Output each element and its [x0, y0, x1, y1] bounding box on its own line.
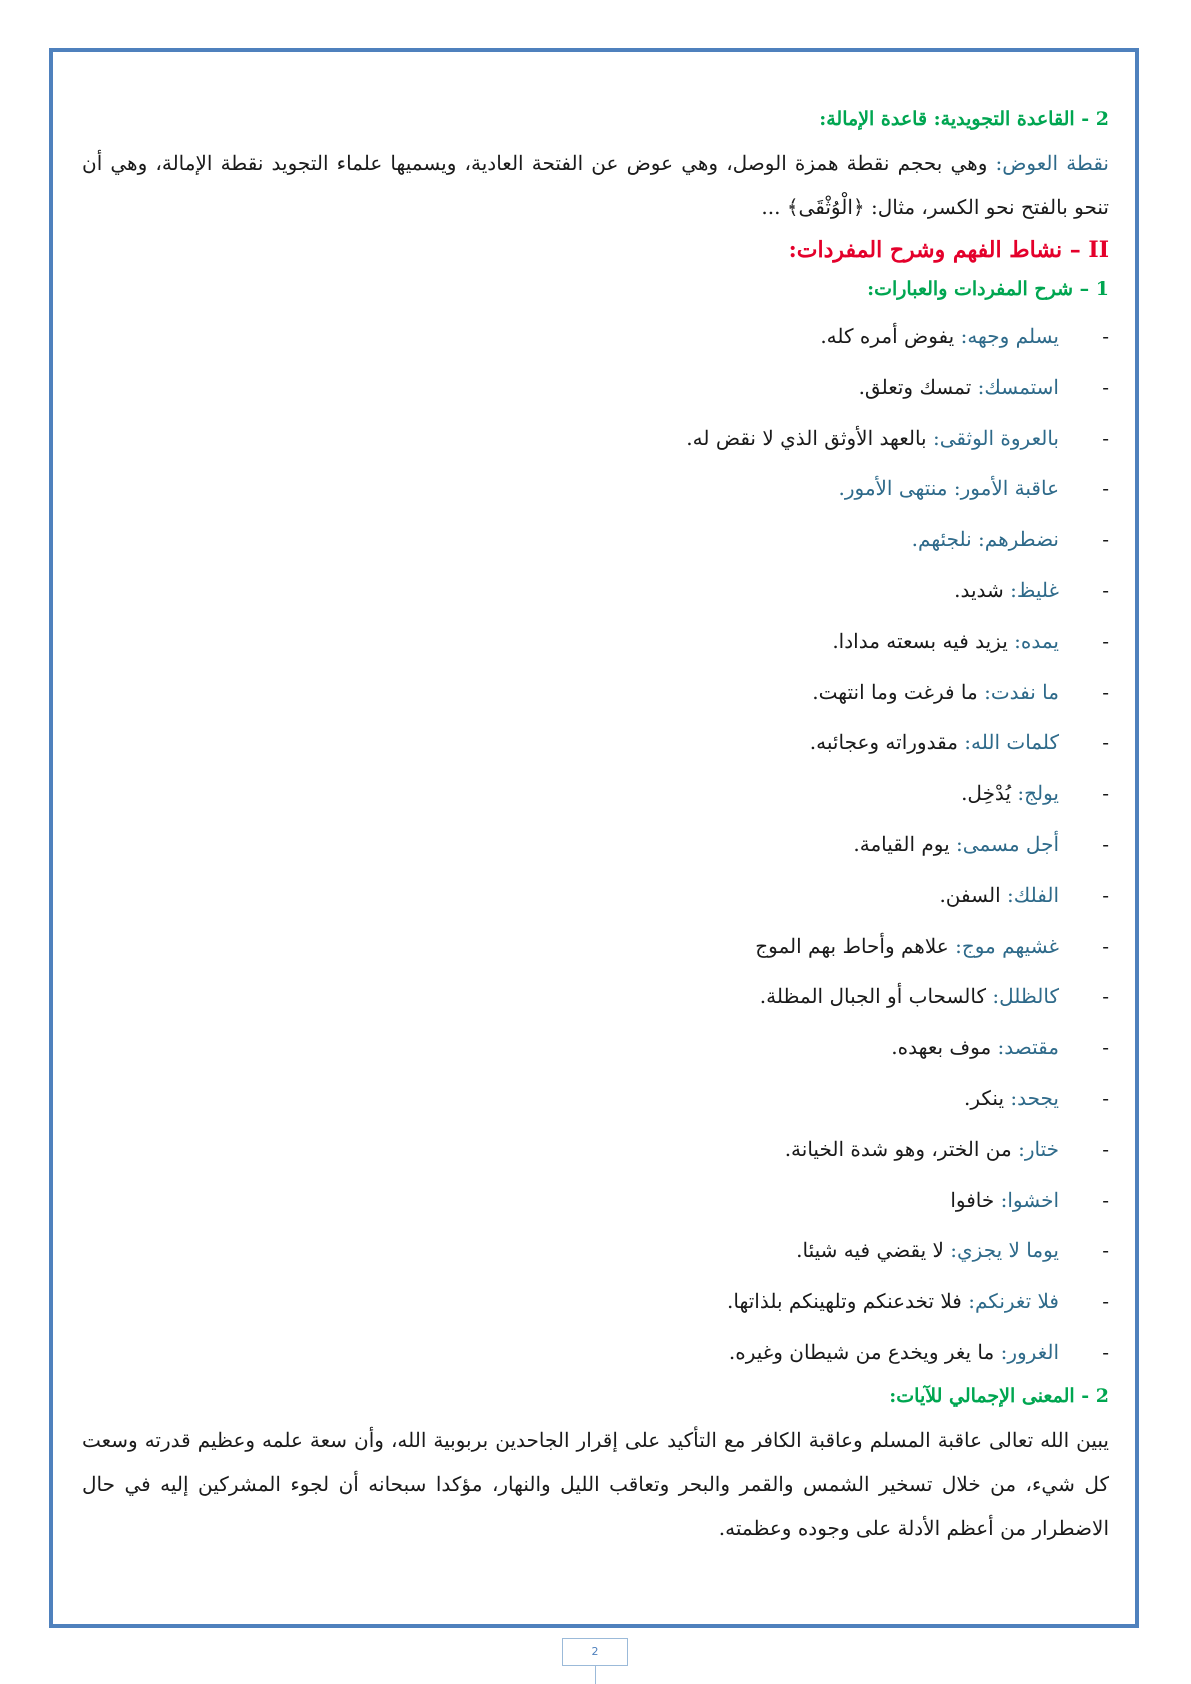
vocab-definition: ينكر. — [963, 1085, 1011, 1110]
vocab-term: يجحد: — [1010, 1085, 1059, 1110]
vocab-definition: كالسحاب أو الجبال المظلة. — [759, 984, 993, 1009]
vocab-bullet: - — [1102, 1187, 1109, 1212]
vocab-item — [82, 463, 1109, 514]
vocab-bullet: - — [1102, 476, 1109, 501]
vocab-list — [82, 311, 1109, 1378]
vocab-item — [82, 1175, 1109, 1226]
vocab-term: فلا تغرنكم: — [968, 1289, 1059, 1314]
vocab-bullet: - — [1102, 577, 1109, 602]
vocab-definition: موف بعهده. — [891, 1035, 998, 1060]
vocab-item — [82, 362, 1109, 413]
vocab-item — [82, 921, 1109, 972]
vocab-bullet: - — [1102, 1085, 1109, 1110]
vocab-bullet: - — [1102, 527, 1109, 552]
page-content — [82, 105, 1109, 1550]
vocab-definition: يزيد فيه بسعته مدادا. — [832, 628, 1015, 653]
page-number: 2 — [562, 1638, 628, 1666]
vocab-bullet: - — [1102, 831, 1109, 856]
vocab-item — [82, 1225, 1109, 1276]
vocab-item — [82, 514, 1109, 565]
vocab-definition: منتهى الأمور. — [838, 476, 954, 501]
vocab-definition: يُدْخِل. — [961, 781, 1018, 806]
vocab-term: يسلم وجهه: — [960, 324, 1059, 348]
vocab-definition: شديد. — [954, 577, 1011, 602]
vocab-definition: لا يقضي فيه شيئا. — [796, 1238, 951, 1263]
vocab-item — [82, 1327, 1109, 1378]
vocab-term: ختار: — [1018, 1136, 1059, 1161]
tajweed-term: نقطة العوض: — [995, 151, 1110, 175]
vocab-item — [82, 870, 1109, 921]
vocab-definition: نلجئهم. — [911, 527, 979, 552]
vocab-item — [82, 717, 1109, 768]
tajweed-heading: 2 - القاعدة التجويدية: قاعدة الإمالة: — [819, 108, 1109, 130]
vocab-term: غليظ: — [1010, 577, 1059, 602]
page-number-line — [595, 1666, 596, 1684]
vocab-item — [82, 1276, 1109, 1327]
vocab-bullet: - — [1102, 1238, 1109, 1263]
vocab-term: اخشوا: — [1000, 1187, 1059, 1212]
vocab-bullet: - — [1102, 1289, 1109, 1314]
vocab-bullet: - — [1102, 1339, 1109, 1364]
vocab-definition: علاهم وأحاط بهم الموج — [755, 933, 956, 958]
vocab-bullet: - — [1102, 984, 1109, 1009]
vocab-definition: ما فرغت وما انتهت. — [812, 679, 985, 704]
vocab-definition: بالعهد الأوثق الذي لا نقض له. — [686, 425, 933, 450]
vocab-bullet: - — [1102, 425, 1109, 450]
vocab-item — [82, 311, 1109, 362]
vocab-item — [82, 971, 1109, 1022]
tajweed-paragraph — [82, 141, 1109, 229]
vocab-definition: يوم القيامة. — [853, 831, 957, 856]
vocab-term: يوما لا يجزي: — [950, 1238, 1059, 1263]
activity-heading: II – نشاط الفهم وشرح المفردات: — [788, 237, 1109, 263]
vocab-subheading: 1 – شرح المفردات والعبارات: — [867, 278, 1109, 300]
vocab-item — [82, 1073, 1109, 1124]
vocab-bullet: - — [1102, 933, 1109, 958]
vocab-item — [82, 667, 1109, 718]
vocab-item — [82, 819, 1109, 870]
vocab-term: يمده: — [1014, 628, 1059, 653]
vocab-bullet: - — [1102, 324, 1109, 348]
vocab-bullet: - — [1102, 628, 1109, 653]
vocab-definition: خافوا — [950, 1187, 1001, 1212]
vocab-term: الغرور: — [1000, 1339, 1059, 1364]
vocab-definition: ما يغر ويخدع من شيطان وغيره. — [728, 1339, 1001, 1364]
vocab-bullet: - — [1102, 1136, 1109, 1161]
vocab-term: يولج: — [1017, 781, 1059, 806]
vocab-term: أجل مسمى: — [956, 831, 1059, 856]
tajweed-text: وهي بحجم نقطة همزة الوصل، وهي عوض عن الفتحة العادية، ويسميها علماء التجويد نقطة الإمالة، وهي أن تنحو بالفتح نحو الكسر، مثال: ﴿الْوُثْقَى﴾ ... — [82, 151, 1109, 219]
vocab-bullet: - — [1102, 882, 1109, 907]
vocab-term: نضطرهم: — [978, 527, 1059, 552]
vocab-bullet: - — [1102, 781, 1109, 806]
vocab-item — [82, 1022, 1109, 1073]
vocab-term: غشيهم موج: — [955, 933, 1059, 958]
vocab-definition: تمسك وتعلق. — [858, 374, 978, 399]
vocab-item — [82, 768, 1109, 819]
vocab-definition: من الختر، وهو شدة الخيانة. — [784, 1136, 1019, 1161]
vocab-term: كلمات الله: — [964, 730, 1059, 755]
vocab-term: الفلك: — [1007, 882, 1059, 907]
vocab-term: مقتصد: — [997, 1035, 1059, 1060]
vocab-term: ما نفدت: — [984, 679, 1059, 704]
vocab-definition: مقدوراته وعجائبه. — [809, 730, 965, 755]
vocab-bullet: - — [1102, 679, 1109, 704]
vocab-bullet: - — [1102, 730, 1109, 755]
vocab-term: استمسك: — [977, 374, 1059, 399]
vocab-term: عاقبة الأمور: — [953, 476, 1059, 501]
vocab-term: بالعروة الوثقى: — [932, 425, 1059, 450]
vocab-item — [82, 616, 1109, 667]
vocab-bullet: - — [1102, 374, 1109, 399]
vocab-definition: يفوض أمره كله. — [820, 324, 961, 348]
vocab-item — [82, 413, 1109, 464]
vocab-item — [82, 1124, 1109, 1175]
meaning-paragraph: يبين الله تعالى عاقبة المسلم وعاقبة الكافر مع التأكيد على إقرار الجاحدين بربوبية الله، وأن سعة علمه وعظيم قدرته وسعت كل شيء، من خلال تسخير الشمس والقمر والبحر وتعاقب الليل والنهار، مؤكدا سبحانه أن لجوء المشركين إليه في حال الاضطرار من أعظم الأدلة على وجوده وعظمته. — [82, 1427, 1109, 1540]
vocab-term: كالظلل: — [992, 984, 1059, 1009]
vocab-bullet: - — [1102, 1035, 1109, 1060]
vocab-definition: السفن. — [939, 882, 1008, 907]
vocab-definition: فلا تخدعنكم وتلهينكم بلذاتها. — [727, 1289, 969, 1314]
vocab-item — [82, 565, 1109, 616]
meaning-heading: 2 - المعنى الإجمالي للآيات: — [889, 1384, 1109, 1407]
